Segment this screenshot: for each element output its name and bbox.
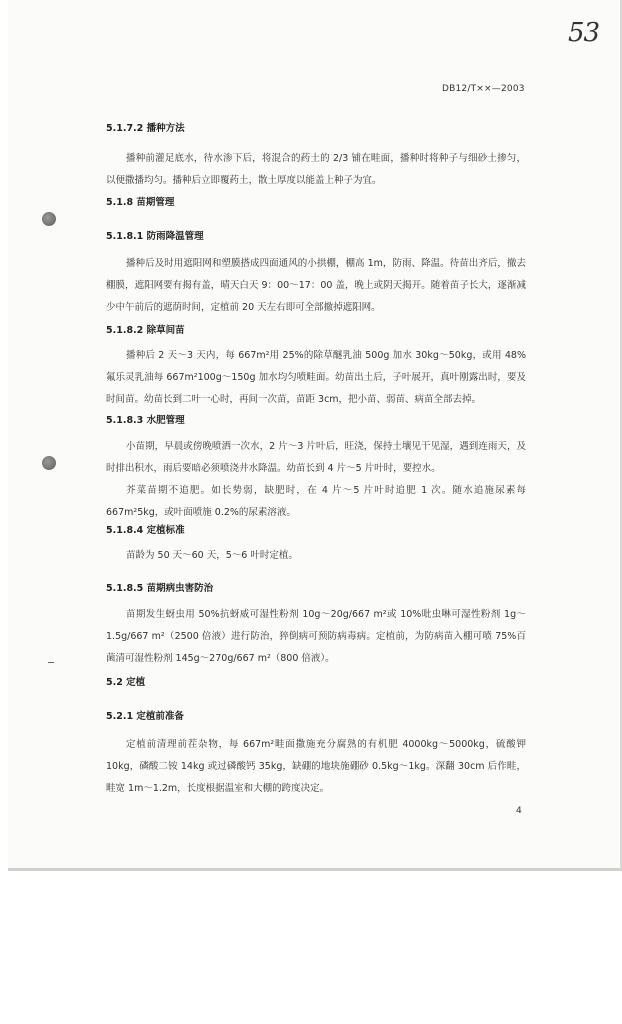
binder-hole [42, 456, 56, 470]
section-heading: 5.1.8.1 防雨降温管理 [106, 231, 204, 242]
paragraph: 定植前清理前茬杂物，每 667m²畦面撒施充分腐熟的有机肥 4000kg～5000kg，硫酸钾 10kg，磷酸二铵 14kg 或过磷酸钙 35kg，缺硼的地块施硼砂 0.5kg～1kg。深翻 30cm 后作畦，畦宽 1m～1.2m，长度根据温室和大棚的跨度决定。 [106, 739, 526, 794]
paragraph: 苗期发生蚜虫用 50%抗蚜威可湿性粉剂 10g～20g/667 m²或 10%吡虫啉可湿性粉剂 1g～1.5g/667 m²（2500 倍液）进行防治，猝倒病可预防病毒病。定植前，为防病苗入棚可喷 75%百菌清可湿性粉剂 145g～270g/667 m²（800 倍液）。 [106, 609, 526, 664]
section-heading: 5.1.7.2 播种方法 [106, 123, 185, 134]
section-heading: 5.2 定植 [106, 677, 146, 688]
section-heading: 5.1.8.2 除草间苗 [106, 325, 185, 336]
paragraph: 播种后 2 天～3 天内，每 667m²用 25%的除草醚乳油 500g 加水 30kg～50kg，或用 48%氟乐灵乳油每 667m²100g～150g 加水均匀喷畦面。幼苗出土后，子叶展开，真叶刚露出时，要及时间苗。幼苗长到二叶一心时，再间一次苗，苗距 3cm，把小苗、弱苗、病苗全部去掉。 [106, 350, 526, 405]
page-footer-number: 4 [516, 806, 522, 816]
section-heading: 5.1.8 苗期管理 [106, 197, 175, 208]
paragraph: 小苗期，早晨或傍晚喷洒一次水，2 片～3 片叶后，旺浇，保持土壤见干见湿，遇到连雨天，及时排出积水，雨后要暗必须喷浇井水降温。幼苗长到 4 片～5 片叶时，要控水。 [106, 441, 526, 474]
handwritten-page-number: 53 [568, 18, 600, 48]
document-page [8, 0, 622, 871]
margin-mark [48, 662, 54, 663]
paragraph: 芥菜苗期不追肥。如长势弱，缺肥时，在 4 片～5 片叶时追肥 1 次。随水追施尿素每 667m²5kg，或叶面喷施 0.2%的尿素溶液。 [106, 485, 526, 518]
section-heading: 5.1.8.4 定植标准 [106, 525, 185, 536]
paragraph: 播种前灌足底水，待水渗下后，将混合的药土的 2/3 铺在畦面，播种时将种子与细砂土掺匀，以便撒播均匀。播种后立即覆药土，散土厚度以能盖上种子为宜。 [106, 153, 526, 186]
section-heading: 5.1.8.3 水肥管理 [106, 415, 185, 426]
paragraph: 播种后及时用遮阳网和塑膜搭成四面通风的小拱棚，棚高 1m，防雨、降温。待苗出齐后，撤去棚膜，遮阳网要有揭有盖，晴天白天 9：00～17：00 盖，晚上或阴天揭开。随着苗子长大，逐渐减少中午前后的遮荫时间，定植前 20 天左右即可全部撤掉遮阳网。 [106, 258, 526, 313]
paragraph: 苗龄为 50 天～60 天，5～6 叶时定植。 [126, 550, 298, 561]
standard-code: DB12/T××—2003 [442, 84, 525, 94]
section-heading: 5.1.8.5 苗期病虫害防治 [106, 583, 214, 594]
binder-hole [42, 212, 56, 226]
section-heading: 5.2.1 定植前准备 [106, 711, 184, 722]
